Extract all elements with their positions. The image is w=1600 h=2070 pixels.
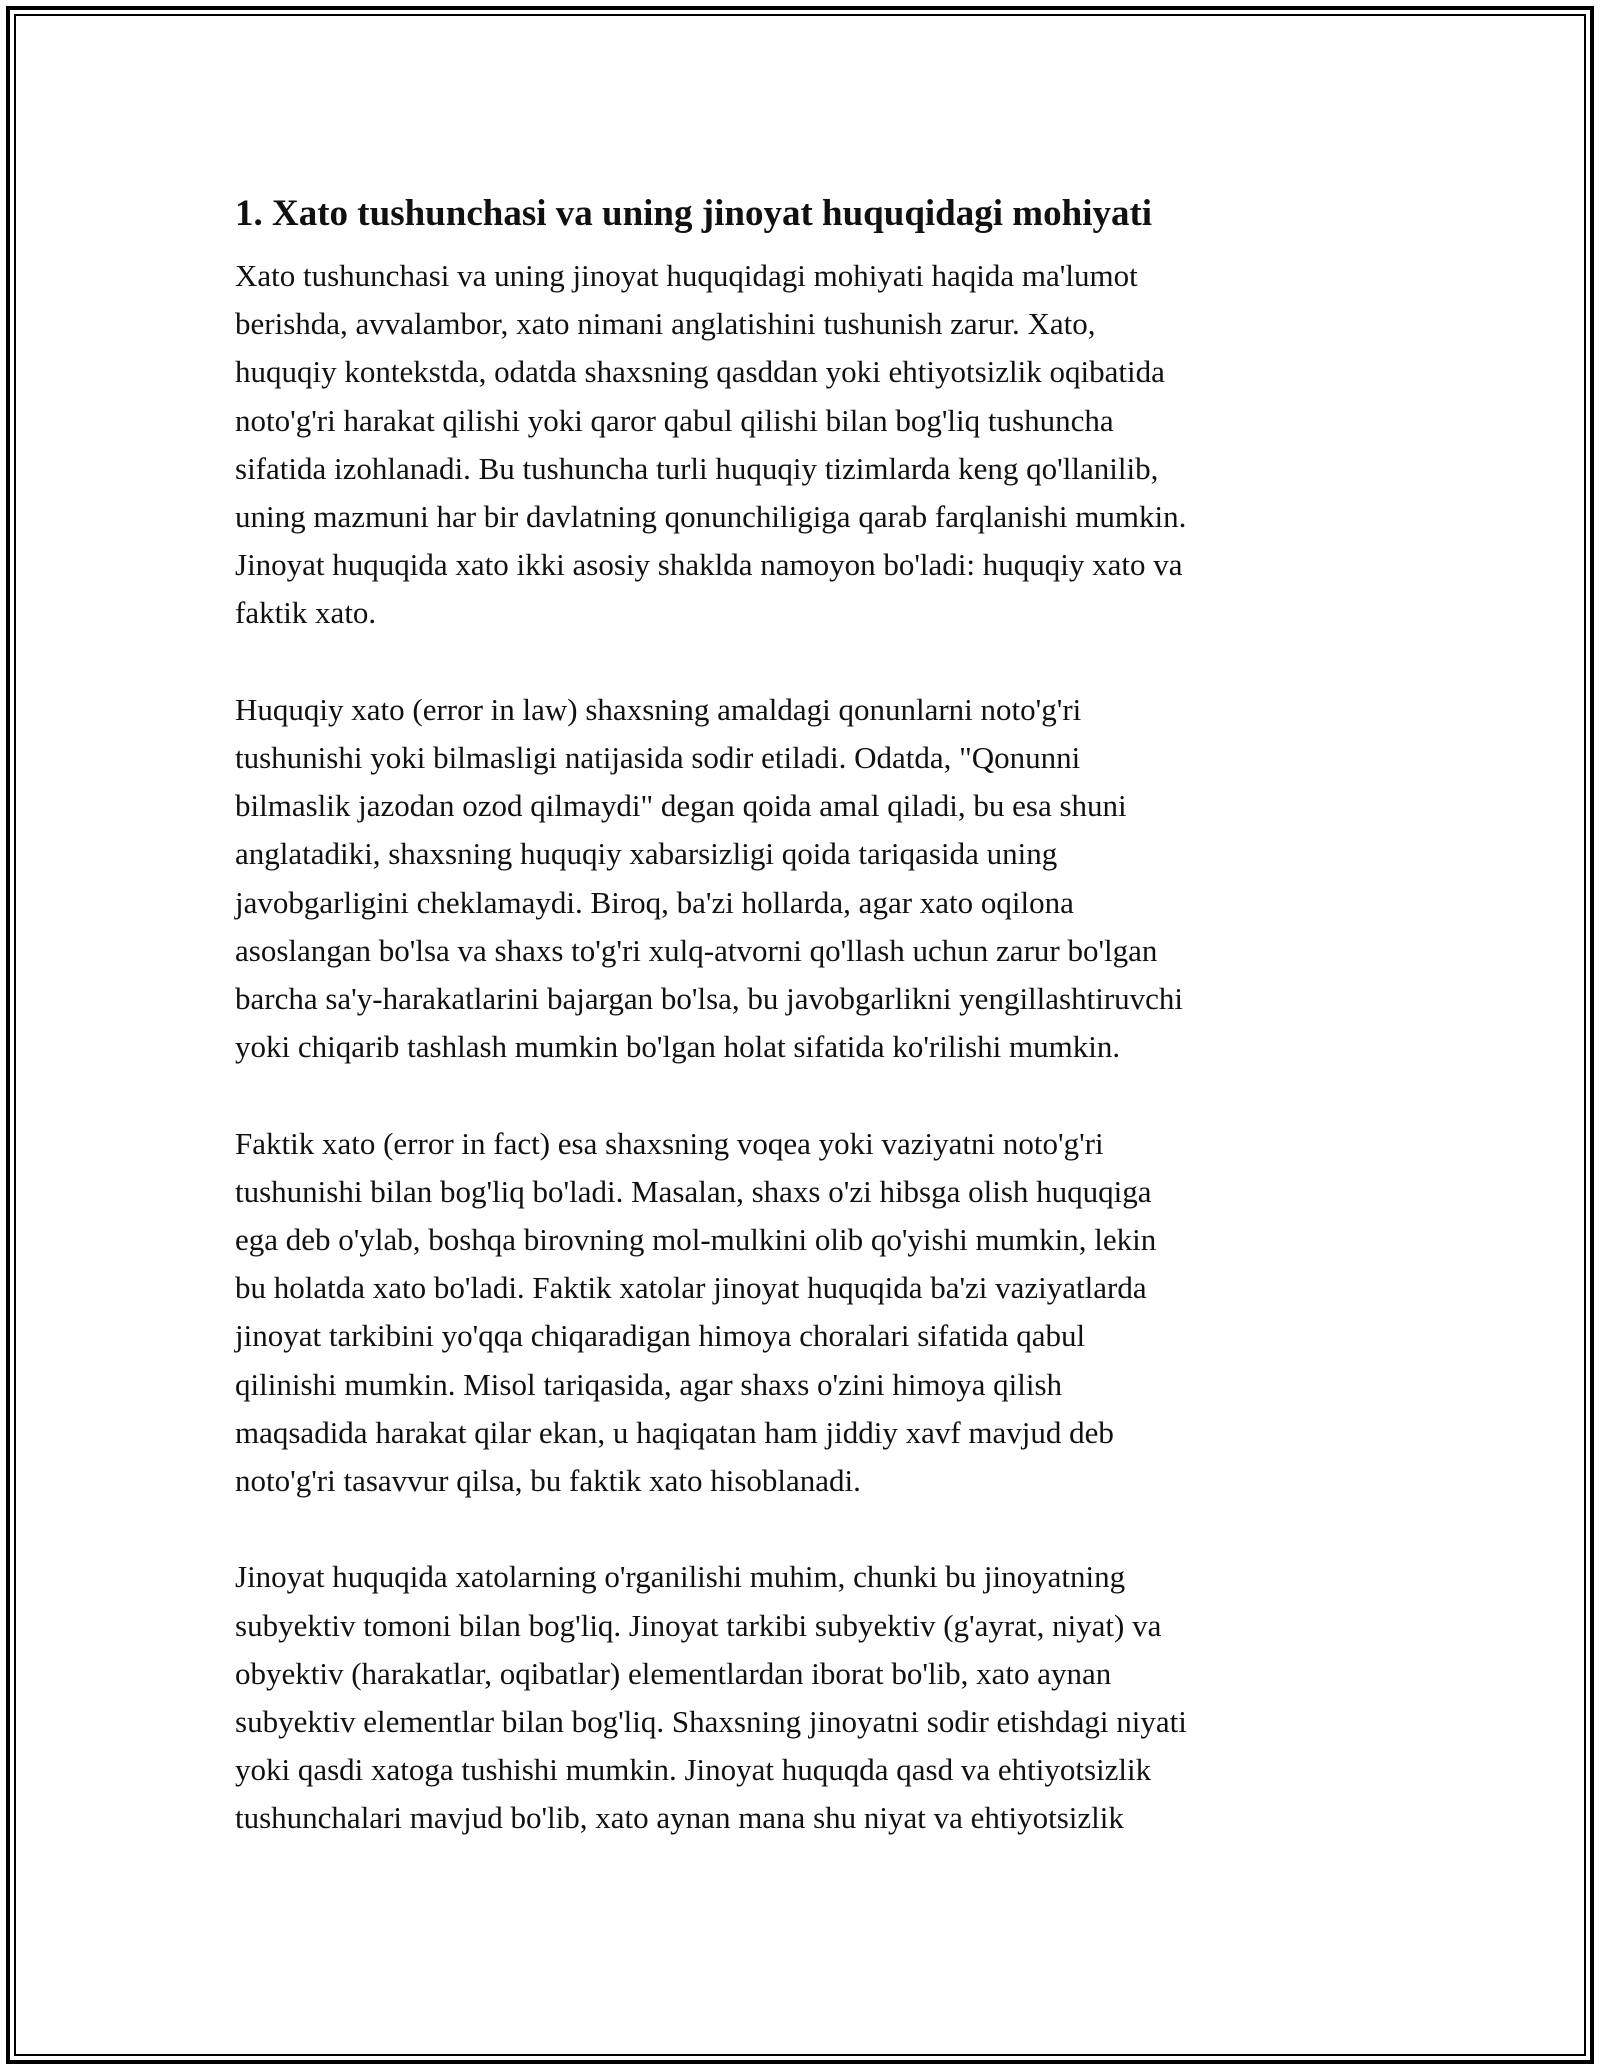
text-line: faktik xato. [235,595,377,631]
text-line: anglatadiki, shaxsning huquqiy xabarsizligi qoida tariqasida uning [235,836,1058,872]
text-line: Huquqiy xato (error in law) shaxsning amaldagi qonunlarni noto'g'ri [235,691,1082,727]
paragraph-2 [235,686,1365,1072]
text-line: obyektiv (harakatlar, oqibatlar) elementlardan iborat bo'lib, xato aynan [235,1655,1112,1691]
text-line: uning mazmuni har bir davlatning qonunchiligiga qarab farqlanishi mumkin. [235,499,1187,535]
section-title: 1. Xato tushunchasi va uning jinoyat huquqidagi mohiyati [235,193,1153,234]
text-line: qilinishi mumkin. Misol tariqasida, agar shaxs o'zini himoya qilish [235,1366,1063,1402]
text-line: tushunchalari mavjud bo'lib, xato aynan mana shu niyat va ehtiyotsizlik [235,1800,1124,1836]
paragraph-4 [235,1553,1365,1842]
text-line: bilmaslik jazodan ozod qilmaydi" degan qoida amal qiladi, bu esa shuni [235,788,1127,824]
paragraph-3 [235,1120,1365,1506]
text-line: jinoyat tarkibini yo'qqa chiqaradigan himoya choralari sifatida qabul [235,1318,1086,1354]
text-line: yoki qasdi xatoga tushishi mumkin. Jinoyat huquqda qasd va ehtiyotsizlik [235,1752,1152,1788]
text-line: subyektiv tomoni bilan bog'liq. Jinoyat tarkibi subyektiv (g'ayrat, niyat) va [235,1607,1162,1643]
text-line: Jinoyat huquqida xato ikki asosiy shaklda namoyon bo'ladi: huquqiy xato va [235,547,1183,583]
text-line: tushunishi yoki bilmasligi natijasida sodir etiladi. Odatda, "Qonunni [235,740,1081,776]
text-line: javobgarligini cheklamaydi. Biroq, ba'zi hollarda, agar xato oqilona [235,884,1074,920]
text-line: tushunishi bilan bog'liq bo'ladi. Masalan, shaxs o'zi hibsga olish huquqiga [235,1173,1152,1209]
text-line: huquqiy kontekstda, odatda shaxsning qasddan yoki ehtiyotsizlik oqibatida [235,354,1165,390]
text-line: asoslangan bo'lsa va shaxs to'g'ri xulq-atvorni qo'llash uchun zarur bo'lgan [235,932,1158,968]
text-line: berishda, avvalambor, xato nimani anglatishini tushunish zarur. Xato, [235,306,1096,342]
text-line: Faktik xato (error in fact) esa shaxsning voqea yoki vaziyatni noto'g'ri [235,1125,1104,1161]
text-line: ega deb o'ylab, boshqa birovning mol-mulkini olib qo'yishi mumkin, lekin [235,1222,1157,1258]
document-body [235,188,1365,1891]
text-line: Jinoyat huquqida xatolarning o'rganilishi muhim, chunki bu jinoyatning [235,1559,1126,1595]
text-line: barcha sa'y-harakatlarini bajargan bo'lsa, bu javobgarlikni yengillashtiruvchi [235,981,1184,1017]
text-line: noto'g'ri harakat qilishi yoki qaror qabul qilishi bilan bog'liq tushuncha [235,402,1114,438]
text-line: subyektiv elementlar bilan bog'liq. Shaxsning jinoyatni sodir etishdagi niyati [235,1704,1187,1740]
text-line: Xato tushunchasi va uning jinoyat huquqidagi mohiyati haqida ma'lumot [235,258,1138,293]
text-line: sifatida izohlanadi. Bu tushuncha turli huquqiy tizimlarda keng qo'llanilib, [235,450,1159,486]
paragraph-1 [235,252,1365,638]
text-line: maqsadida harakat qilar ekan, u haqiqatan ham jiddiy xavf mavjud deb [235,1414,1114,1450]
text-line: noto'g'ri tasavvur qilsa, bu faktik xato hisoblanadi. [235,1463,861,1499]
text-line: yoki chiqarib tashlash mumkin bo'lgan holat sifatida ko'rilishi mumkin. [235,1029,1121,1065]
text-line: bu holatda xato bo'ladi. Faktik xatolar jinoyat huquqida ba'zi vaziyatlarda [235,1270,1147,1306]
